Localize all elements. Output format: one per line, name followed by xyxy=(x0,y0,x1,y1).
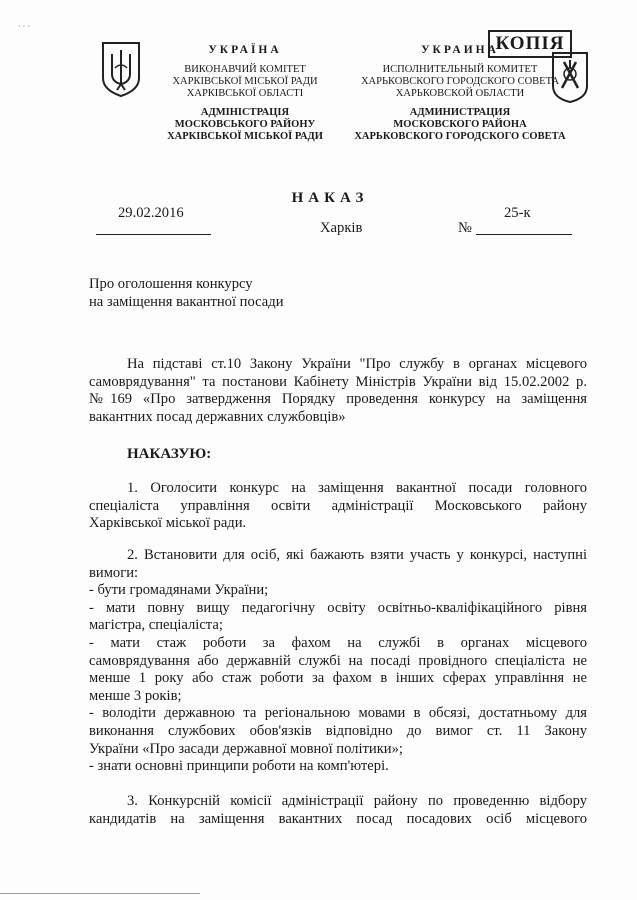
bottom-divider xyxy=(0,893,200,894)
intro-line-4: вакантних посад державних службовців» xyxy=(89,408,346,425)
header-right-org-3: ХАРЬКОВСКОЙ ОБЛАСТИ xyxy=(395,88,525,99)
p2-line-13: - знати основні принципи роботи на комп'ютері. xyxy=(89,758,389,775)
p2-line-9: менше 3 років; xyxy=(89,687,182,704)
p2-line-8: менше 1 року або стаж роботи за фахом в інших сферах управління не xyxy=(89,670,587,687)
subject-line-2: на заміщення вакантної посади xyxy=(89,293,284,310)
intro-line-2: самоврядування" та постанови Кабінету Міністрів України від 15.02.2002 р. xyxy=(89,373,587,390)
intro-line-3: №169 «Про затвердження Порядку проведення конкурсу на заміщення xyxy=(89,391,587,408)
paragraph-3 xyxy=(89,793,587,828)
p2-line-11: виконання службових обов'язків відповідно до вимог ст. 11 Закону xyxy=(89,722,587,739)
p1-line-1: 1. Оголосити конкурс на заміщення вакантної посади головного xyxy=(127,480,587,496)
order-number: 25-к xyxy=(504,205,531,221)
order-number-prefix: № xyxy=(458,220,472,236)
p2-line-5: магістра, спеціаліста; xyxy=(89,617,223,634)
p2-line-2: вимоги: xyxy=(89,564,139,581)
copy-stamp: КОПІЯ xyxy=(488,30,572,58)
header-right-org-2: ХАРЬКОВСКОГО ГОРОДСКОГО СОВЕТА xyxy=(360,76,560,87)
paragraph-1 xyxy=(89,480,587,533)
date-underline xyxy=(96,234,211,235)
p3-line-2: кандидатів на заміщення вакантних посад посадових осіб місцевого xyxy=(89,810,587,827)
p2-line-1: 2. Встановити для осіб, які бажають взяти участь у конкурсі, наступні xyxy=(127,547,587,563)
header-right xyxy=(330,44,590,143)
header-left-country: УКРАЇНА xyxy=(208,44,282,56)
p2-line-10: - володіти державною та регіональною мовами в обсязі, достатньому для xyxy=(89,705,587,722)
subject xyxy=(89,276,284,311)
p2-line-6: - мати стаж роботи за фахом на службі в органах місцевого xyxy=(89,634,587,651)
header-left xyxy=(125,44,365,143)
p1-line-3: Харківської міської ради. xyxy=(89,515,247,532)
paragraph-2 xyxy=(89,547,587,776)
header-left-admin-2: МОСКОВСЬКОГО РАЙОНУ xyxy=(174,119,316,130)
header-right-org-1: ИСПОЛНИТЕЛЬНЫЙ КОМИТЕТ xyxy=(382,64,538,75)
subject-line-1: Про оголошення конкурсу xyxy=(89,276,253,292)
header-left-admin-1: АДМІНІСТРАЦІЯ xyxy=(200,107,290,118)
p2-line-4: - мати повну вищу педагогічну освіту освітньо-кваліфікаційного рівня xyxy=(89,599,587,616)
header-left-admin-3: ХАРКІВСЬКОЇ МІСЬКОЇ РАДИ xyxy=(167,131,323,142)
number-underline xyxy=(476,234,572,235)
order-date: 29.02.2016 xyxy=(118,205,184,221)
header-right-country: УКРАИНА xyxy=(421,44,499,56)
order-title: НАКАЗ xyxy=(291,190,369,206)
p1-line-2: спеціаліста управління освіти адміністрації Московського району xyxy=(89,497,587,514)
p2-line-3: - бути громадянами України; xyxy=(89,582,269,599)
header-right-admin-3: ХАРЬКОВСКОГО ГОРОДСКОГО СОВЕТА xyxy=(354,131,566,142)
order-word: НАКАЗУЮ: xyxy=(127,446,212,462)
order-city: Харків xyxy=(320,220,363,236)
intro-paragraph xyxy=(89,356,587,426)
header-left-org-1: ВИКОНАВЧИЙ КОМІТЕТ xyxy=(184,64,306,75)
intro-line-1: На підставі ст.10 Закону України "Про службу в органах місцевого xyxy=(127,356,587,372)
header-left-org-3: ХАРКІВСЬКОЇ ОБЛАСТІ xyxy=(186,88,304,99)
p3-line-1: 3. Конкурсній комісії адміністрації району по проведенню відбору xyxy=(127,793,587,809)
header-right-admin-1: АДМИНИСТРАЦИЯ xyxy=(409,107,511,118)
scan-mark: · · · xyxy=(18,22,30,31)
header-left-org-2: ХАРКІВСЬКОЇ МІСЬКОЇ РАДИ xyxy=(172,76,318,87)
header-right-admin-2: МОСКОВСКОГО РАЙОНА xyxy=(393,119,527,130)
p2-line-12: України «Про засади державної мовної політики»; xyxy=(89,740,403,757)
p2-line-7: самоврядування або державній службі на посаді провідного спеціаліста не xyxy=(89,652,587,669)
